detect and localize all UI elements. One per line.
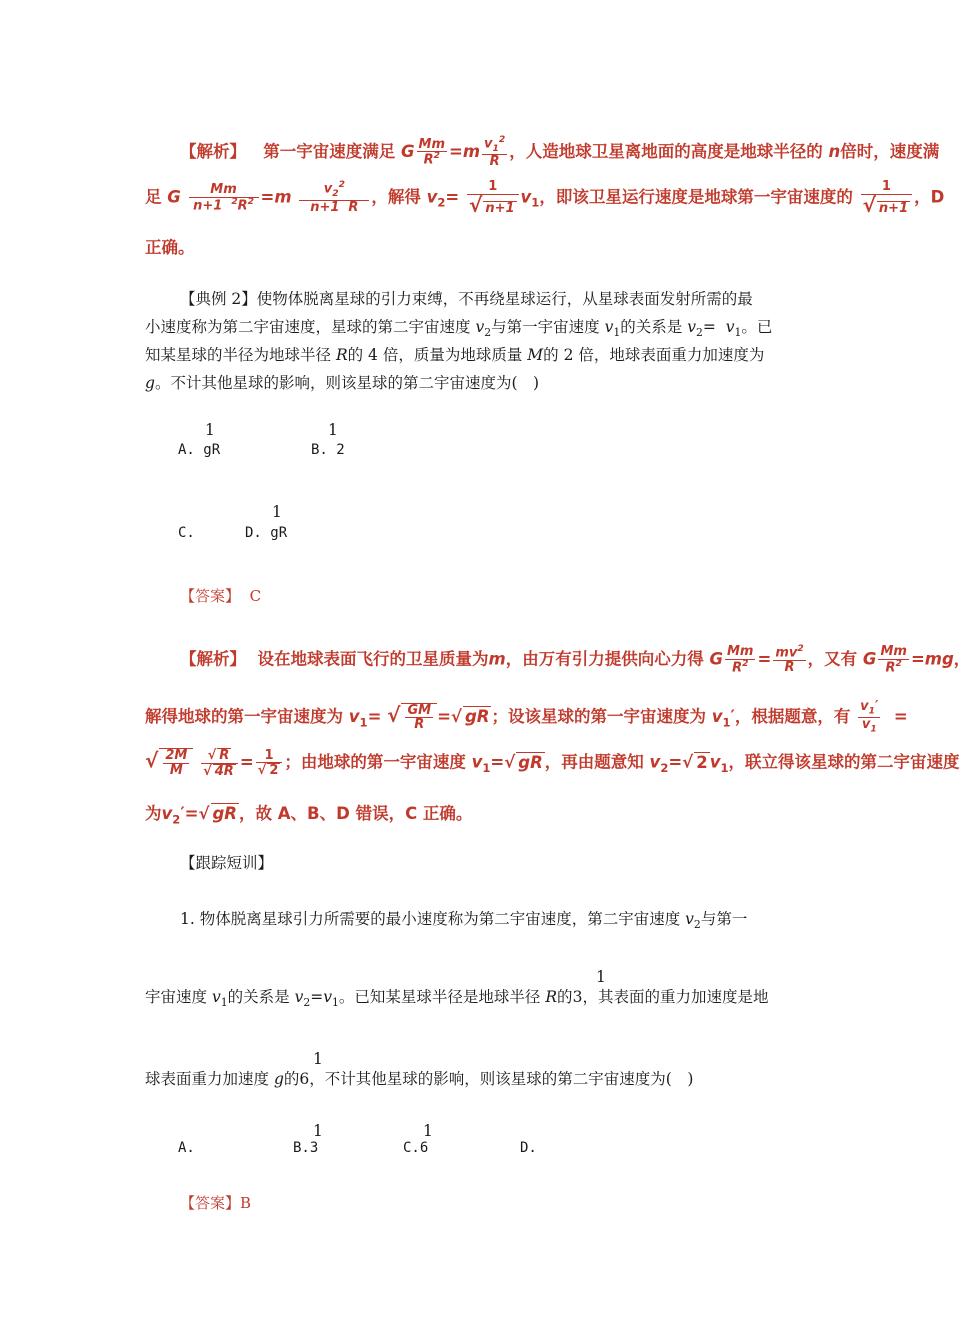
option-a-2[interactable]: A. [178,1140,195,1156]
answer-value: C [249,587,262,605]
answer-tag: 【答案】 [180,587,241,605]
question-1-fraction-top: 1 [596,968,606,986]
analysis-2-line-3: √ $\frac{2M}{M}$ $\frac{√ R}{√ 4R}$ = $\frac{1}{√ 2}$ ；由地球的第一宇宙速度 $v_1=√$ gR ，再由题意知 $v_2=√$ 2 $v_1$，联立得该星球的第二宇宙速度 [145,747,960,779]
option-a-superscript: 1 [205,421,215,439]
question-1-line-2: 宇宙速度 $v_1$的关系是 $v_2=v_1$。已知某星球半径是地球半径 R的3，其表面的重力加速度是地 [145,988,769,1010]
example-2-line-4: g。不计其他星球的影响，则该星球的第二宇宙速度为( ) [145,374,540,392]
formula-fraction: $\frac{2M}{M}$ [165,748,188,778]
formula-fraction: $\frac{1}{√ n+1}$ [467,180,519,216]
option-b-2-top: 1 [313,1122,323,1140]
formula-fraction: $\frac{Mm}{R^2}$ [727,644,754,675]
analysis-1-line-2: 足 G $\frac{Mm}{n+1 ^2R^2}$ =m $\frac{v_2^2}{n+1 R}$ ，解得 $v_2=$ $\frac{1}{√ n+1}$ $v_1$，即该卫星运行速度是地球第一宇宙速度的 $\frac{1}{√ n+1}$ ，D [145,179,945,217]
formula-fraction: $\frac{Mm}{n+1 ^2R^2}$ [189,183,259,213]
option-d[interactable]: D. gR [245,525,288,541]
formula-fraction: $\frac{v_1^2}{R}$ [484,135,506,170]
formula-fraction: $\frac{GM}{R}$ [407,702,432,733]
example-2-line-1: 【典例 2】使物体脱离星球的引力束缚，不再绕星球运行，从星球表面发射所需的最 [180,290,753,308]
option-a[interactable]: A. gR [178,442,221,458]
formula-fraction: $\frac{v_1'}{v_1}$ [860,699,879,735]
formula-fraction: $\frac{mv^2}{R}$ [775,644,804,675]
formula-fraction: $\frac{Mm}{R^2}$ [418,136,446,168]
question-1-line-1: 1. 物体脱离星球引力所需要的最小速度称为第二宇宙速度，第二宇宙速度 $v_2$与第一 [180,910,748,932]
analysis-1-line-3: 正确。 [145,238,195,257]
option-c-2-top: 1 [423,1122,433,1140]
answer-1 [180,585,261,606]
formula-fraction: $\frac{√ R}{√ 4R}$ [201,748,238,778]
analysis-2-line-4: 为$v_2'=√$ gR ，故 A、B、D 错误，C 正确。 [145,804,473,827]
answer-value: B [240,1194,252,1212]
analysis-2-line-1: 【解析】 设在地球表面飞行的卫星质量为m，由万有引力提供向心力得 G $\frac{Mm}{R^2}$ = $\frac{mv^2}{R}$ ，又有 G $\frac{Mm}{R^2}$ =mg， [180,644,970,675]
example-2-line-2: 小速度称为第二宇宙速度，星球的第二宇宙速度 $v_2$与第一宇宙速度 $v_1$的关系是 $v_2= v_1$。已 [145,318,773,340]
option-b-2[interactable]: B.3 [293,1140,319,1156]
training-heading: 【跟踪短训】 [180,854,274,872]
formula-fraction: $\frac{Mm}{R^2}$ [880,644,907,675]
example-2-line-3: 知某星球的半径为地球半径 R的 4 倍，质量为地球质量 M的 2 倍，地球表面重力加速度为 [145,346,765,364]
option-d-2[interactable]: D. [520,1140,537,1156]
analysis-tag: 【解析】 [180,649,246,669]
analysis-tag: 【解析】 [180,142,246,162]
formula-fraction: $\frac{v_2^2}{n+1 R}$ [299,181,369,214]
formula-fraction: $\frac{1}{√ 2}$ [256,749,283,778]
option-b-superscript: 1 [328,421,338,439]
question-1-line-3: 球表面重力加速度 g的6，不计其他星球的影响，则该星球的第二宇宙速度为( ) [145,1070,694,1088]
option-b[interactable]: B. 2 [311,442,345,458]
analysis-1-line-1: 【解析】 第一宇宙速度满足 G $\frac{Mm}{R^2}$ =m $\frac{v_1^2}{R}$ ，人造地球卫星离地面的高度是地球半径的 n倍时，速度满 [180,135,940,170]
analysis-2-line-2: 解得地球的第一宇宙速度为 $v_1=$ √ $\frac{GM}{R}$ =√ gR ；设该星球的第一宇宙速度为 $v_1'$，根据题意，有 $\frac{v_1'}{v_1}$ = [145,699,908,735]
answer-tag: 【答案】 [180,1194,241,1212]
answer-2 [180,1192,251,1213]
formula-fraction: $\frac{1}{√ n+1}$ [861,180,913,216]
option-c-2[interactable]: C.6 [403,1140,429,1156]
option-d-superscript: 1 [272,503,282,521]
question-1-fraction-top-2: 1 [313,1050,323,1068]
option-c[interactable]: C. [178,525,195,541]
